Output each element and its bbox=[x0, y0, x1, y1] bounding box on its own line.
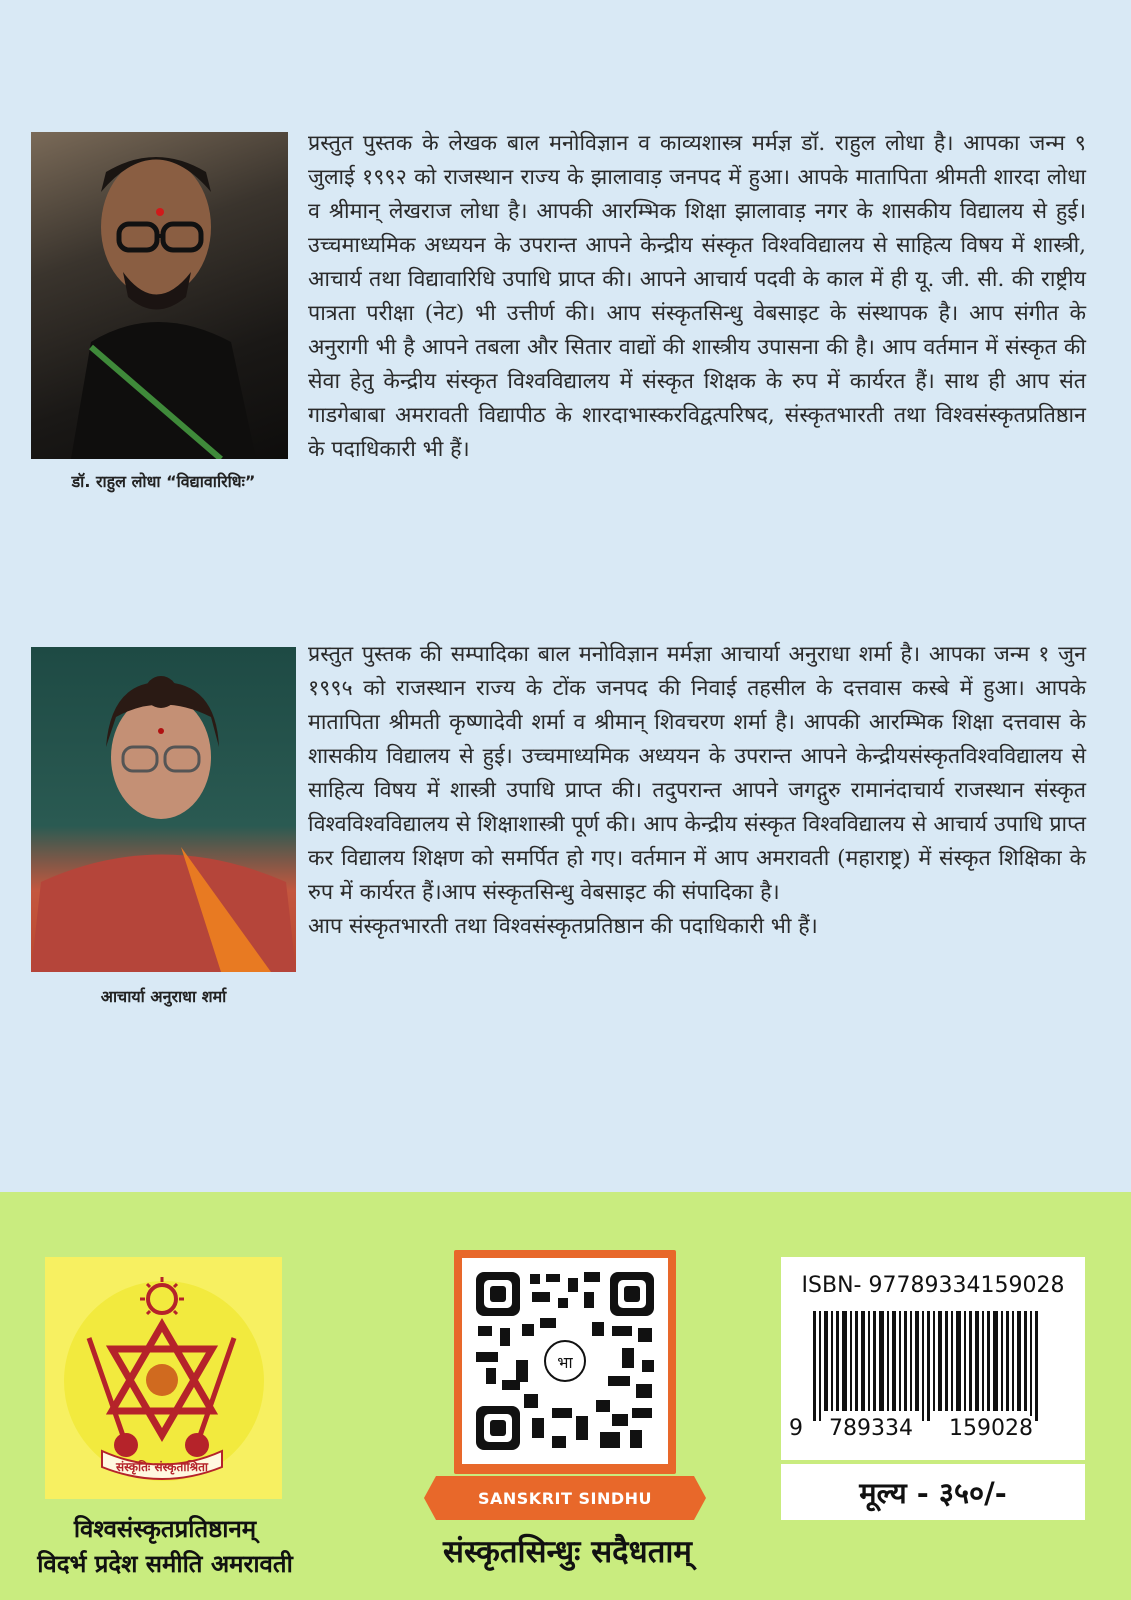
editor-bio bbox=[308, 638, 1086, 944]
author-caption: डॉ. राहुल लोधा “विद्यावारिधिः” bbox=[71, 472, 256, 491]
barcode bbox=[793, 1311, 1073, 1421]
qr-ribbon-label: SANSKRIT SINDHU bbox=[436, 1476, 694, 1520]
isbn-barcode-box bbox=[781, 1257, 1085, 1460]
qr-code-frame bbox=[454, 1250, 676, 1474]
organization-region: विदर्भ प्रदेश समीति अमरावती bbox=[37, 1549, 293, 1578]
editor-bio-last: आप संस्कृतभारती तथा विश्वसंस्कृतप्रतिष्ठान की पदाधिकारी भी हैं। bbox=[308, 914, 818, 939]
editor-caption: आचार्या अनुराधा शर्मा bbox=[100, 987, 227, 1006]
isbn-number: ISBN- 97789334159028 bbox=[801, 1273, 1065, 1298]
barcode-digits-right: 159028 bbox=[949, 1416, 1033, 1441]
svg-text:भा: भा bbox=[557, 1353, 573, 1372]
editor-photo bbox=[31, 647, 296, 972]
slogan: संस्कृतसिन्धुः सदैधताम् bbox=[443, 1534, 692, 1570]
organization-logo bbox=[45, 1257, 282, 1499]
author-photo bbox=[31, 132, 288, 459]
barcode-digit-lead: 9 bbox=[789, 1416, 803, 1441]
price-label: मूल्य - ३५०/- bbox=[781, 1464, 1085, 1520]
barcode-digits-left: 789334 bbox=[829, 1416, 913, 1441]
editor-bio-main: प्रस्तुत पुस्तक की सम्पादिका बाल मनोविज्ञान मर्मज्ञा आचार्या अनुराधा शर्मा है। आपका जन्म १ जुन १९९५ को राजस्थान राज्य के टोंक जनपद की निवाई तहसील के दत्तवास कस्बे में हुआ। आपके मातापिता श्रीमती कृष्णादेवी शर्मा व श्रीमान् शिवचरण शर्मा है। आपकी आरम्भिक शिक्षा दत्तवास के शासकीय विद्यालय से हुई। उच्चमाध्यमिक अध्ययन के उपरान्त आपने केन्द्रीयसंस्कृतविश्वविद्यालय से साहित्य विषय में शास्त्री उपाधि प्राप्त की। तदुपरान्त आपने जगद्गुरु रामानंदाचार्य राजस्थान संस्कृत विश्वविश्वविद्यालय से शिक्षाशास्त्री पूर्ण की। आप केन्द्रीय संस्कृत विश्वविद्यालय से आचार्य उपाधि प्राप्त कर विद्यालय शिक्षण को समर्पित हो गए। वर्तमान में आप अमरावती (महाराष्ट्र) में संस्कृत शिक्षिका के रुप में कार्यरत हैं।आप संस्कृतसिन्धु वेबसाइट की संपादिका है। bbox=[308, 642, 1086, 905]
organization-name: विश्वसंस्कृतप्रतिष्ठानम् bbox=[73, 1514, 257, 1543]
qr-code[interactable] bbox=[462, 1258, 668, 1464]
logo-motto: संस्कृतिः संस्कृताश्रिता bbox=[115, 1460, 208, 1474]
author-bio: प्रस्तुत पुस्तक के लेखक बाल मनोविज्ञान व काव्यशास्त्र मर्मज्ञ डॉ. राहुल लोधा है। आपका जन्म ९ जुलाई १९९२ को राजस्थान राज्य के झालावाड़ जनपद में हुआ। आपके मातापिता श्रीमती शारदा लोधा व श्रीमान् लेखराज लोधा है। आपकी आरम्भिक शिक्षा झालावाड़ नगर के शासकीय विद्यालय से हुई। उच्चमाध्यमिक अध्ययन के उपरान्त आपने केन्द्रीय संस्कृत विश्वविद्यालय से साहित्य विषय में शास्त्री, आचार्य तथा विद्यावारिधि उपाधि प्राप्त की। आपने आचार्य पदवी के काल में ही यू. जी. सी. की राष्ट्रीय पात्रता परीक्षा (नेट) भी उत्तीर्ण की। आप संस्कृतसिन्धु वेबसाइट के संस्थापक है। आप संगीत के अनुरागी भी है आपने तबला और सितार वाद्यों की शास्त्रीय उपासना की है। आप वर्तमान में संस्कृत की सेवा हेतु केन्द्रीय संस्कृत विश्वविद्यालय में संस्कृत शिक्षक के रुप में कार्यरत हैं। साथ ही आप संत गाडगेबाबा अमरावती विद्यापीठ के शारदाभास्करविद्वत्परिषद, संस्कृतभारती तथा विश्वसंस्कृतप्रतिष्ठान के पदाधिकारी भी हैं। bbox=[308, 131, 1086, 462]
